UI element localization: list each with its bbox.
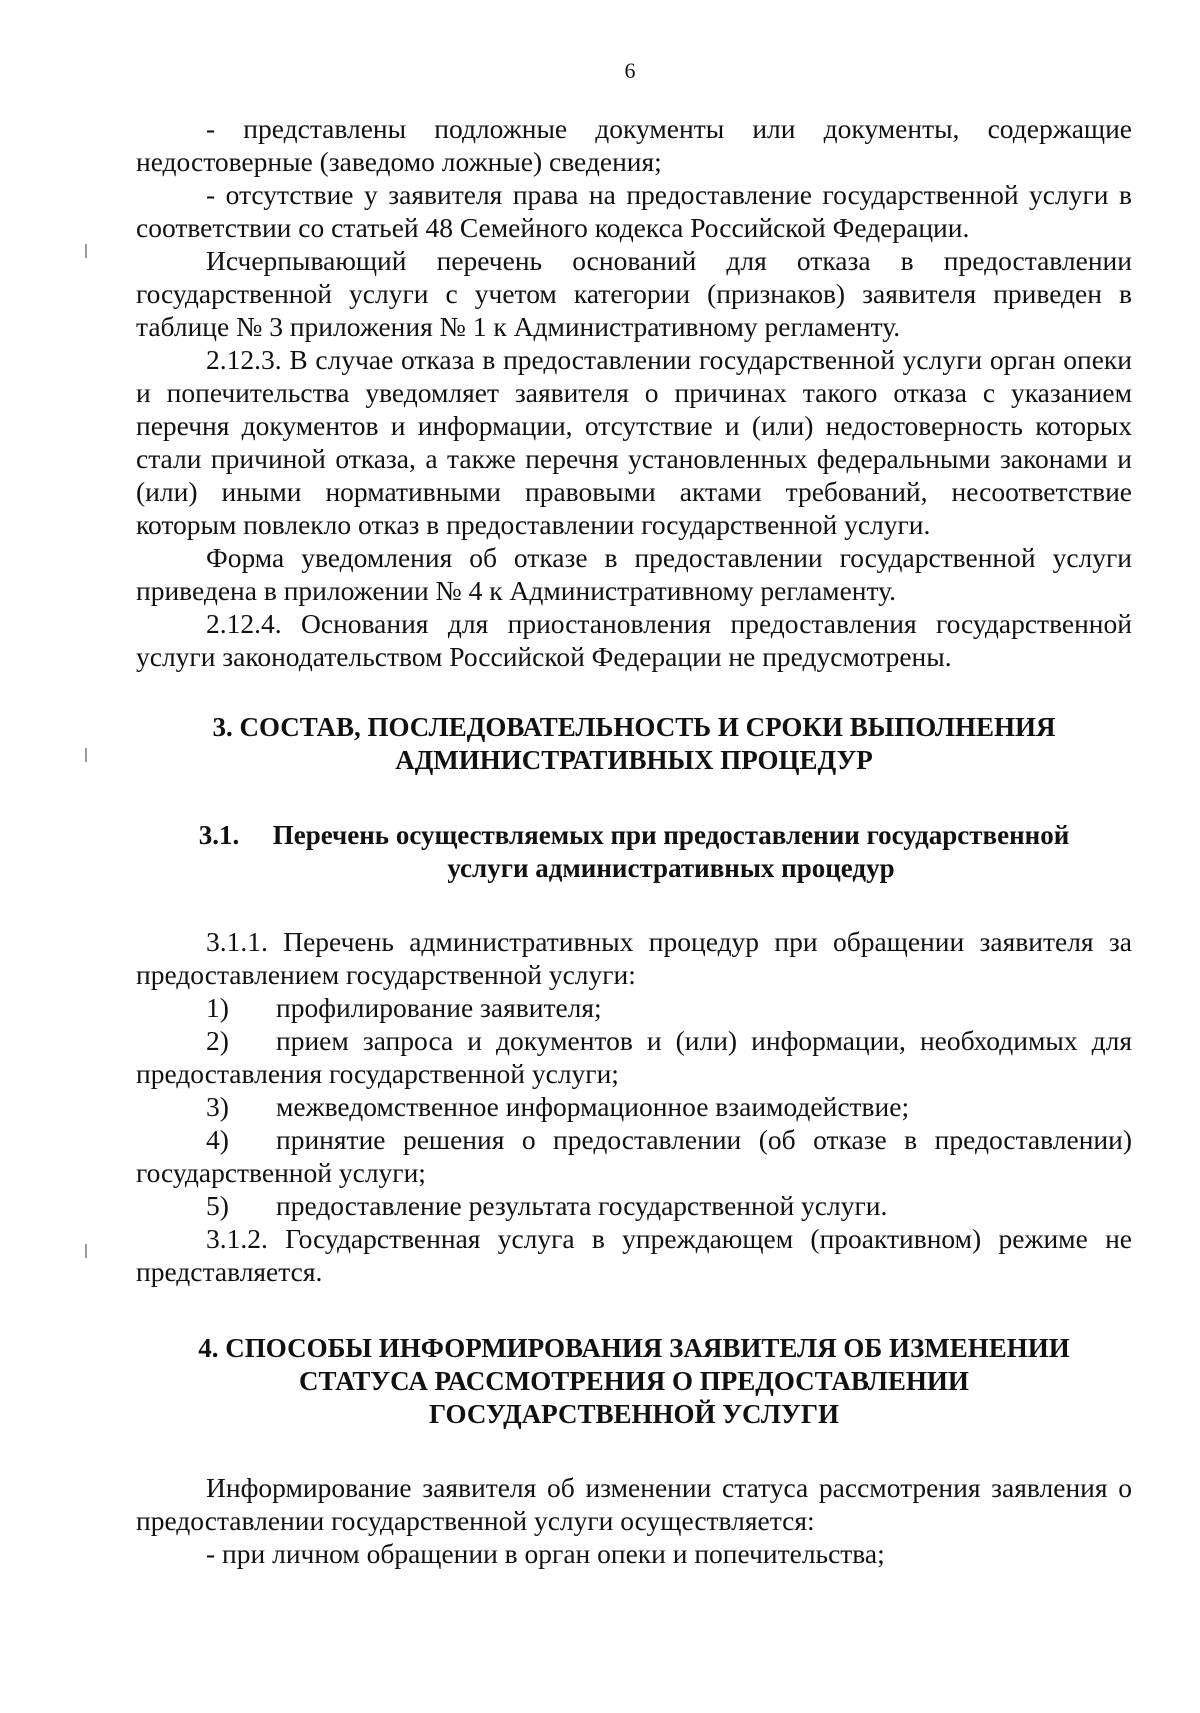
list-number: 2) bbox=[206, 1025, 229, 1056]
paragraph: - отсутствие у заявителя права на предоставление государственной услуги в соответствии со статьей 48 Семейного кодекса Российской Федерации. bbox=[136, 179, 1132, 243]
scan-margin-mark bbox=[85, 748, 87, 762]
heading-line: 4. СПОСОБЫ ИНФОРМИРОВАНИЯ ЗАЯВИТЕЛЯ ОБ ИЗМЕНЕНИИ bbox=[198, 1333, 1070, 1363]
heading-line: 3. СОСТАВ, ПОСЛЕДОВАТЕЛЬНОСТЬ И СРОКИ ВЫПОЛНЕНИЯ bbox=[212, 712, 1056, 742]
paragraph: 3.1.1. Перечень административных процедур при обращении заявителя за предоставлением государственной услуги: bbox=[136, 926, 1132, 990]
list-item bbox=[136, 1123, 1132, 1156]
heading-line: АДМИНИСТРАТИВНЫХ ПРОЦЕДУР bbox=[395, 745, 873, 775]
subsection-3-1-heading bbox=[136, 819, 1132, 885]
list-continuation: предоставления государственной услуги; bbox=[136, 1058, 619, 1089]
list-text: предоставление результата государственной услуги. bbox=[276, 1190, 888, 1221]
section-3-heading bbox=[136, 711, 1132, 777]
subsection-number: 3.1. bbox=[198, 820, 240, 850]
list-number: 5) bbox=[206, 1190, 229, 1221]
paragraph: Информирование заявителя об изменении статуса рассмотрения заявления о предоставлении государственной услуги осуществляется: bbox=[136, 1472, 1132, 1536]
paragraph: 2.12.4. Основания для приостановления предоставления государственной услуги законодательством Российской Федерации не предусмотрены. bbox=[136, 608, 1132, 672]
section-4-heading bbox=[136, 1332, 1132, 1431]
subsection-title bbox=[273, 819, 1070, 885]
list-item bbox=[136, 991, 1132, 1024]
heading-line: услуги административных процедур bbox=[447, 853, 895, 883]
paragraph: Исчерпывающий перечень оснований для отказа в предоставлении государственной услуги с учетом категории (признаков) заявителя приведен в таблице № 3 приложения № 1 к Административному регламенту. bbox=[136, 245, 1132, 342]
list-number: 1) bbox=[206, 992, 229, 1023]
list-text: принятие решения о предоставлении (об отказе в предоставлении) bbox=[276, 1124, 1132, 1155]
scan-margin-mark bbox=[85, 244, 87, 258]
list-text: прием запроса и документов и (или) информации, необходимых для bbox=[276, 1025, 1132, 1056]
list-continuation: государственной услуги; bbox=[136, 1157, 426, 1188]
page-number: 6 bbox=[624, 58, 636, 83]
paragraph: - при личном обращении в орган опеки и попечительства; bbox=[206, 1538, 885, 1569]
list-number: 3) bbox=[206, 1091, 229, 1122]
paragraph: Форма уведомления об отказе в предоставлении государственной услуги приведена в приложении № 4 к Административному регламенту. bbox=[136, 542, 1132, 606]
list-text: профилирование заявителя; bbox=[276, 992, 602, 1023]
heading-line: Перечень осуществляемых при предоставлении государственной bbox=[272, 820, 1070, 850]
list-item bbox=[136, 1024, 1132, 1057]
heading-line: ГОСУДАРСТВЕННОЙ УСЛУГИ bbox=[429, 1399, 839, 1429]
paragraph: - представлены подложные документы или документы, содержащие недостоверные (заведомо ложные) сведения; bbox=[136, 113, 1132, 177]
list-item bbox=[136, 1090, 1132, 1123]
heading-line: СТАТУСА РАССМОТРЕНИЯ О ПРЕДОСТАВЛЕНИИ bbox=[299, 1366, 969, 1396]
list-item bbox=[136, 1189, 1132, 1222]
paragraph: 3.1.2. Государственная услуга в упреждающем (проактивном) режиме не представляется. bbox=[136, 1223, 1132, 1287]
scan-margin-mark bbox=[85, 1244, 87, 1258]
paragraph: 2.12.3. В случае отказа в предоставлении государственной услуги орган опеки и попечительства уведомляет заявителя о причинах такого отказа с указанием перечня документов и информации, отсутствие и (или) недостоверность которых стали причиной отказа, а также перечня установленных федеральными законами и (или) иными нормативными правовыми актами требований, несоответствие которым повлекло отказ в предоставлении государственной услуги. bbox=[136, 344, 1132, 540]
document-body bbox=[136, 112, 1132, 1570]
list-number: 4) bbox=[206, 1124, 229, 1155]
list-text: межведомственное информационное взаимодействие; bbox=[276, 1091, 910, 1122]
